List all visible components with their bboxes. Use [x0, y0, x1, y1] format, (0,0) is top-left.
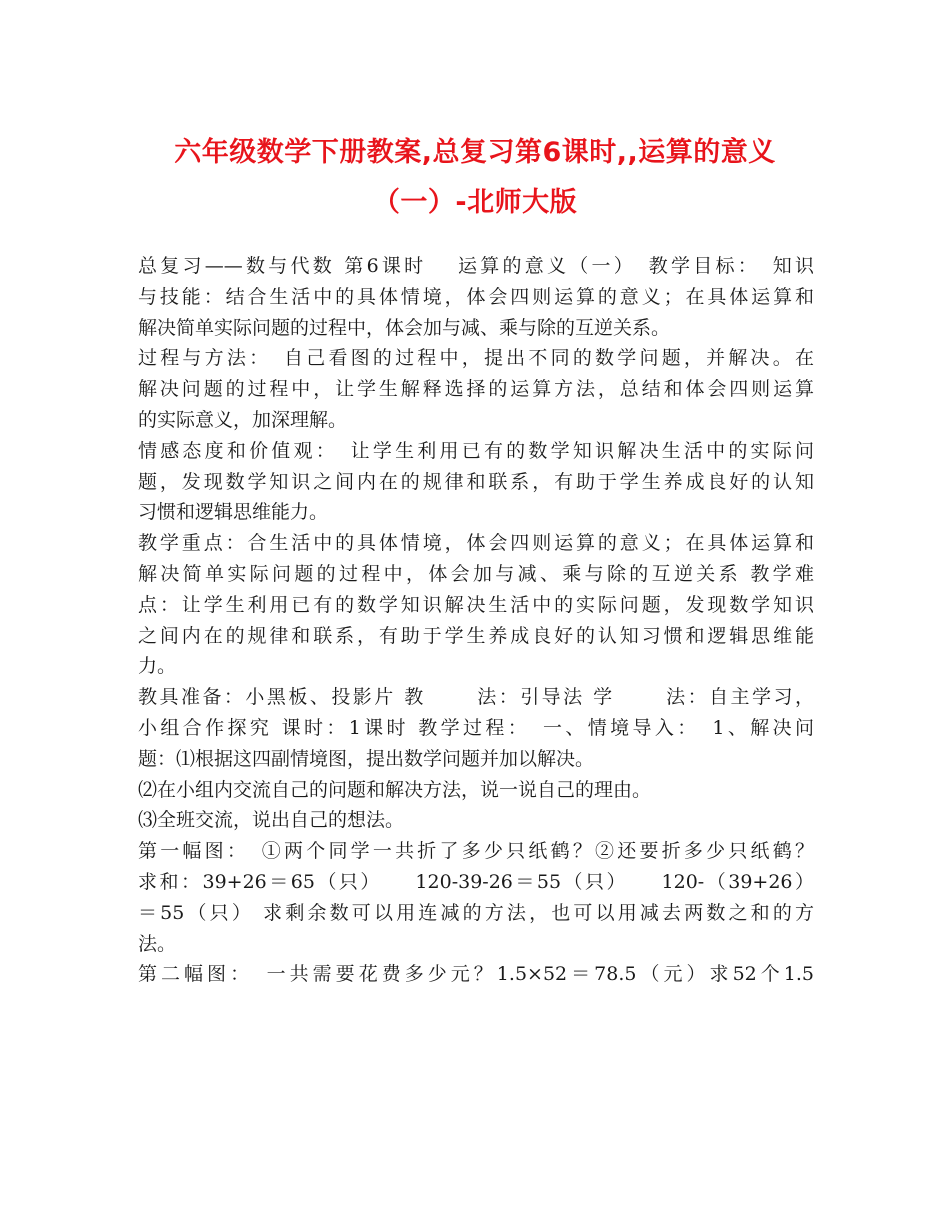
document-body	[138, 251, 814, 990]
body-line-18: ⑵在小组内交流自己的问题和解决方法，说一说自己的理由。	[138, 778, 652, 801]
document-title	[120, 128, 830, 228]
body-line-22: ＝55（只） 求剩余数可以用连减的方法，也可以用减去两数之和的方	[138, 901, 814, 924]
body-line-13: 之间内在的规律和联系，有助于学生养成良好的认知习惯和逻辑思维能	[138, 624, 814, 647]
title-line-1: 六年级数学下册教案,总复习第6课时,,运算的意义	[174, 137, 776, 168]
body-line-17: 题：⑴根据这四副情境图，提出数学问题并加以解决。	[138, 747, 595, 770]
body-line-2: 与技能：结合生活中的具体情境，体会四则运算的意义；在具体运算和	[138, 285, 814, 308]
body-line-21: 求和：39+26＝65（只） 120-39-26＝55（只） 120-（39+26）	[138, 870, 814, 893]
body-line-5: 解决问题的过程中，让学生解释选择的运算方法，总结和体会四则运算	[138, 378, 814, 401]
body-line-6: 的实际意义，加深理解。	[138, 408, 348, 431]
body-line-12: 点：让学生利用已有的数学知识解决生活中的实际问题，发现数学知识	[138, 593, 814, 616]
body-line-23: 法。	[138, 932, 177, 955]
body-line-3: 解决简单实际问题的过程中，体会加与减、乘与除的互逆关系。	[138, 316, 671, 339]
body-line-8: 题，发现数学知识之间内在的规律和联系，有助于学生养成良好的认知	[138, 470, 814, 493]
body-line-15: 教具准备：小黑板、投影片 教 法：引导法 学 法：自主学习，	[138, 686, 814, 709]
body-line-9: 习惯和逻辑思维能力。	[138, 501, 329, 524]
body-line-16: 小组合作探究 课时：1课时 教学过程： 一、情境导入： 1、解决问	[138, 716, 814, 739]
body-line-7: 情感态度和价值观： 让学生利用已有的数学知识解决生活中的实际问	[138, 439, 814, 462]
body-line-4: 过程与方法： 自己看图的过程中，提出不同的数学问题，并解决。在	[138, 347, 814, 370]
body-line-1: 总复习——数与代数 第6课时 运算的意义（一） 教学目标： 知识	[138, 255, 814, 277]
body-line-20: 第一幅图： ①两个同学一共折了多少只纸鹤？②还要折多少只纸鹤？	[138, 840, 814, 863]
body-line-14: 力。	[138, 655, 177, 678]
body-line-10: 教学重点：合生活中的具体情境，体会四则运算的意义；在具体运算和	[138, 532, 814, 555]
title-line-2: （一）-北师大版	[372, 187, 578, 218]
body-line-19: ⑶全班交流，说出自己的想法。	[138, 809, 405, 832]
body-line-24: 第二幅图： 一共需要花费多少元？1.5×52＝78.5（元）求52个1.5	[138, 963, 814, 986]
body-line-11: 解决简单实际问题的过程中，体会加与减、乘与除的互逆关系 教学难	[138, 562, 814, 585]
